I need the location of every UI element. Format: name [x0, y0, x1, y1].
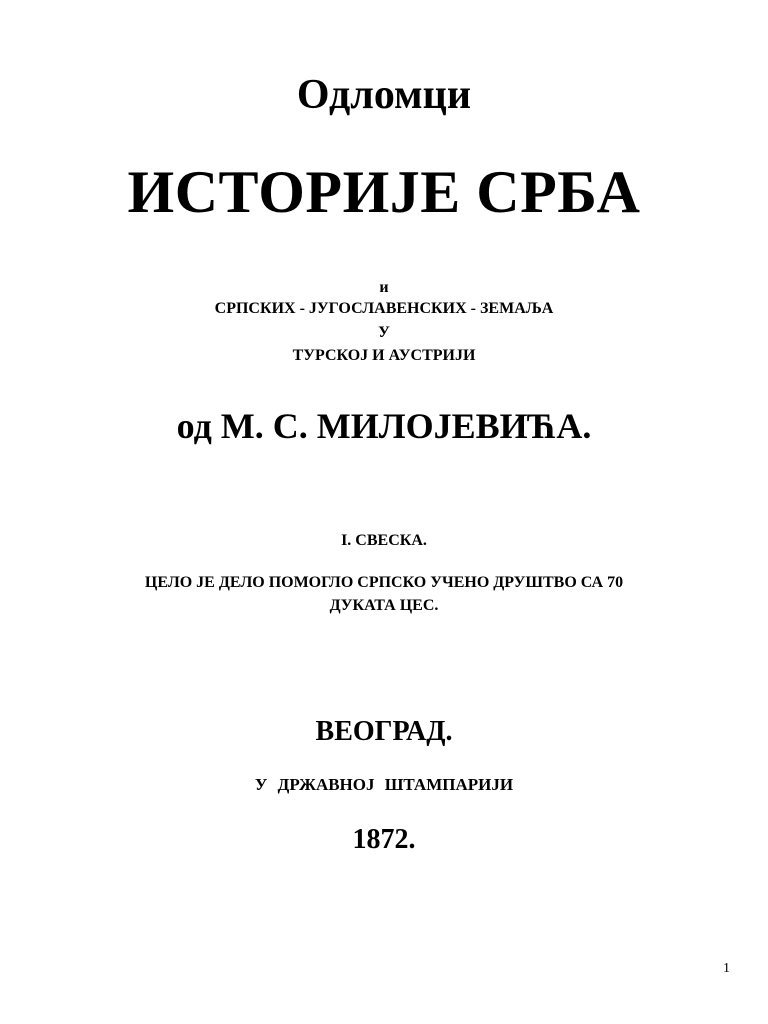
volume-line: I. СВЕСКА. [341, 532, 427, 549]
support-note-line-2: ДУКАТА ЦЕС. [329, 597, 439, 614]
preposition-line: У [378, 324, 390, 341]
subtitle: Одломци [296, 72, 472, 118]
page-number: 1 [723, 961, 730, 976]
author-line: од М. С. МИЛОЈЕВИЋА. [176, 406, 592, 446]
conjunction-line: и [379, 279, 389, 296]
publication-year: 1872. [352, 824, 416, 855]
printer-line: У ДРЖАВНОЈ ШТАМПАРИЈИ [254, 775, 514, 794]
regions-line: ТУРСКОЈ И АУСТРИЈИ [292, 347, 476, 364]
support-note-line-1: ЦЕЛО ЈЕ ДЕЛО ПОМОГЛО СРПСКО УЧЕНО ДРУШТВО СА 70 [144, 574, 624, 591]
lands-line: СРПСКИХ - ЈУГОСЛАВЕНСКИХ - ЗЕМАЉА [214, 300, 554, 317]
publication-city: ВЕОГРАД. [315, 716, 453, 747]
main-title: ИСТОРИЈЕ СРБА [127, 159, 641, 225]
